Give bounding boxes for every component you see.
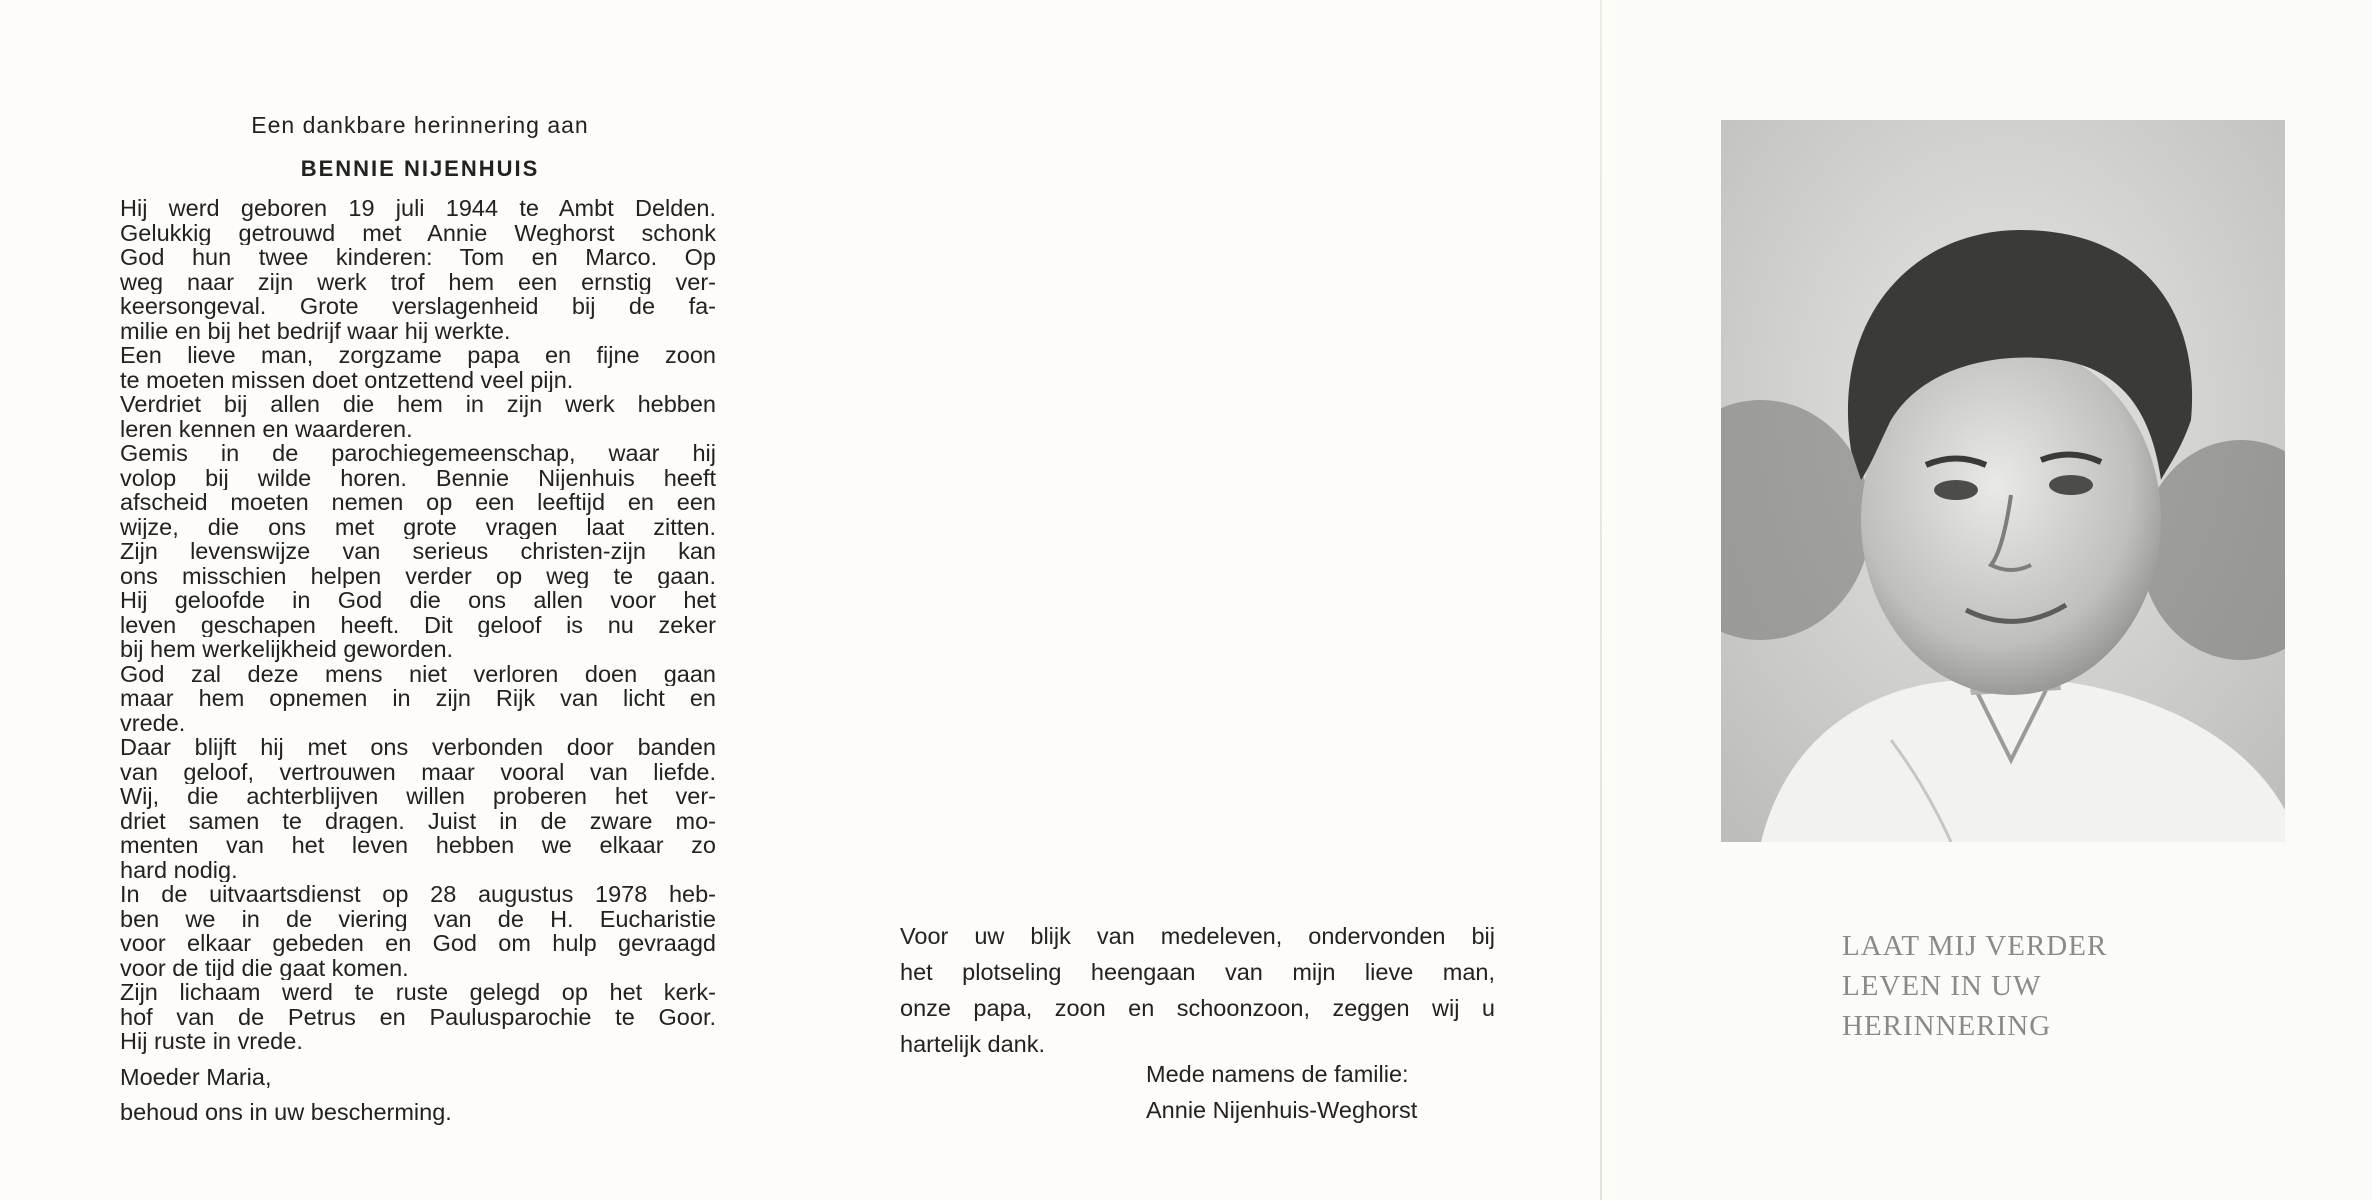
biography-line: leven geschapen heeft. Dit geloof is nu zeker: [120, 612, 716, 637]
intro-heading: Een dankbare herinnering aan: [251, 112, 589, 138]
biography-line: Hij ruste in vrede.: [120, 1029, 303, 1054]
motto-line: HERINNERING: [1842, 1010, 2052, 1042]
biography-line: hard nodig.: [120, 857, 238, 882]
biography-line: Een lieve man, zorgzame papa en fijne zoon: [120, 343, 716, 368]
biography-line: Hij werd geboren 19 juli 1944 te Ambt Delden.: [120, 196, 716, 221]
prayer-line: behoud ons in uw bescherming.: [120, 1099, 452, 1125]
right-panel: [1610, 0, 2372, 1200]
biography-line: Wij, die achterblijven willen proberen het ver-: [120, 784, 716, 809]
biography-line: ons misschien helpen verder op weg te gaan.: [120, 563, 716, 588]
left-panel: [0, 0, 780, 1200]
middle-panel: [780, 0, 1600, 1200]
thanks-line: hartelijk dank.: [900, 1031, 1045, 1057]
biography-line: Daar blijft hij met ons verbonden door banden: [120, 735, 716, 760]
biography-line: voor elkaar gebeden en God om hulp gevraagd: [120, 931, 716, 956]
biography-line: In de uitvaartsdienst op 28 augustus 1978 heb-: [120, 882, 716, 907]
biography-line: te moeten missen doet ontzettend veel pijn.: [120, 367, 574, 392]
biography-line: Zijn levenswijze van serieus christen-zijn kan: [120, 539, 716, 564]
motto-line: LAAT MIJ VERDER: [1842, 930, 2108, 962]
biography-line: leren kennen en waarderen.: [120, 416, 413, 441]
biography-line: weg naar zijn werk trof hem een ernstig ver-: [120, 269, 716, 294]
biography-line: maar hem opnemen in zijn Rijk van licht en: [120, 686, 716, 711]
thanks-text: [900, 918, 1495, 1062]
biography-line: menten van het leven hebben we elkaar zo: [120, 833, 716, 858]
biography-line: wijze, die ons met grote vragen laat zitten.: [120, 514, 716, 539]
signature-line: Mede namens de familie:: [1146, 1061, 1409, 1087]
biography-line: Zijn lichaam werd te ruste gelegd op het kerk-: [120, 980, 716, 1005]
biography-line: hof van de Petrus en Paulusparochie te Goor.: [120, 1004, 716, 1029]
motto-line: LEVEN IN UW: [1842, 970, 2042, 1002]
signature-line: Annie Nijenhuis-Weghorst: [1146, 1097, 1418, 1123]
portrait-illustration: [1721, 120, 2285, 842]
prayer-text: [120, 1060, 620, 1130]
biography-line: Gemis in de parochiegemeenschap, waar hij: [120, 441, 716, 466]
prayer-line: Moeder Maria,: [120, 1064, 272, 1090]
biography-line: milie en bij het bedrijf waar hij werkte.: [120, 318, 511, 343]
biography-line: voor de tijd die gaat komen.: [120, 955, 409, 980]
biography-line: afscheid moeten nemen op een leeftijd en een: [120, 490, 716, 515]
biography-line: God hun twee kinderen: Tom en Marco. Op: [120, 245, 716, 270]
biography-line: bij hem werkelijkheid geworden.: [120, 637, 454, 662]
thanks-line: het plotseling heengaan van mijn lieve man,: [900, 959, 1495, 985]
biography-line: Verdriet bij allen die hem in zijn werk hebben: [120, 392, 716, 417]
deceased-name: BENNIE NIJENHUIS: [300, 156, 540, 181]
biography-line: volop bij wilde horen. Bennie Nijenhuis heeft: [120, 465, 716, 490]
biography-line: vrede.: [120, 710, 186, 735]
biography-line: Hij geloofde in God die ons allen voor het: [120, 588, 716, 613]
thanks-line: onze papa, zoon en schoonzoon, zeggen wij u: [900, 995, 1495, 1021]
portrait-photo: [1721, 120, 2285, 842]
biography-line: Gelukkig getrouwd met Annie Weghorst schonk: [120, 220, 716, 245]
biography-line: God zal deze mens niet verloren doen gaan: [120, 661, 716, 686]
biography-line: ben we in de viering van de H. Eucharistie: [120, 906, 716, 931]
biography-line: van geloof, vertrouwen maar vooral van liefde.: [120, 759, 716, 784]
signature-block: [1146, 1056, 1506, 1128]
biography-line: driet samen te dragen. Juist in de zware mo-: [120, 808, 716, 833]
motto-text: [1842, 926, 2242, 1046]
biography-text: [120, 196, 716, 1054]
thanks-line: Voor uw blijk van medeleven, ondervonden bij: [900, 923, 1495, 949]
biography-line: keersongeval. Grote verslagenheid bij de fa-: [120, 294, 716, 319]
card-fold-divider: [1600, 0, 1602, 1200]
